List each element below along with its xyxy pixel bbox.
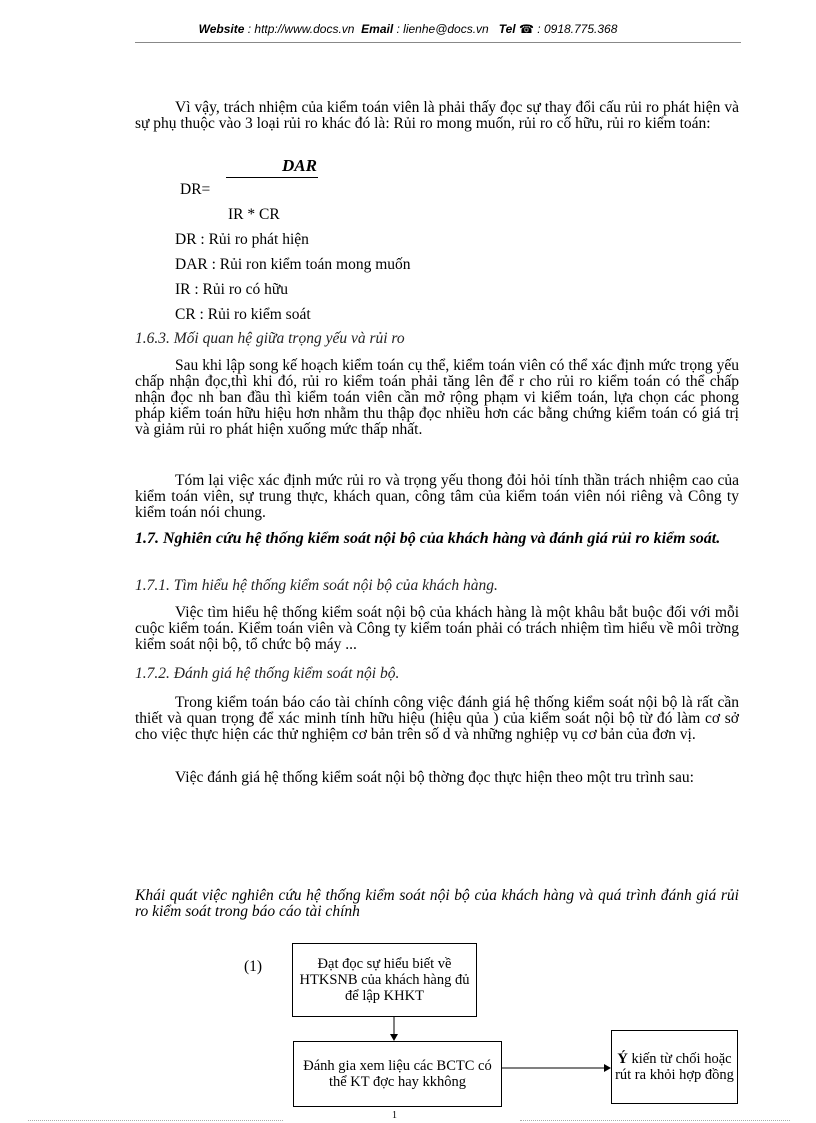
intro-paragraph: Vì vậy, trách nhiệm của kiểm toán viên là phải thấy đọc sự thay đổi cấu rủi ro phát hiện và sự phụ thuộc vào 3 loại rủi ro khác đó là: Rủi ro mong muốn, rủi ro cố hữu, rủi ro kiểm toán:: [135, 99, 739, 132]
flow-box-decline-text: kiến từ chối hoặc rút ra khỏi hợp đồng: [615, 1051, 734, 1083]
definition-cr: CR : Rủi ro kiểm soát: [175, 306, 311, 323]
section-163-paragraph-1: Sau khi lập song kế hoạch kiểm toán cụ thể, kiểm toán viên có thể xác định mức trọng yếu chấp nhận đọc,thì khi đó, rủi ro kiểm toán phải tăng lên để r cho rủi ro kiểm toán có thể chấp nhận đọc nh ban đầu thì kiểm toán viên cần mở rộng phạm vi kiểm toán, lựa chọn các phong pháp kiểm toán hữu hiệu hơn nhằm thu thập đọc nhiều hơn các bằng chứng kiểm toán có giá trị và giảm rủi ro phát hiện xuống mức thấp nhất.: [135, 357, 739, 438]
flow-box-assessment-text: Đánh gia xem liệu các BCTC có thể KT đợc hay kkhông: [303, 1058, 492, 1090]
email-label: Email: [361, 22, 394, 36]
flow-box-assessment: [293, 1041, 502, 1107]
section-172-paragraph-1: Trong kiểm toán báo cáo tài chính công việc đánh giá hệ thống kiểm soát nội bộ là rất cần thiết và quan trọng để xác minh tính hữu hiệu (hiệu qủa ) của kiểm soát nội bộ từ đó làm cơ sở cho việc thực hiện các thử nghiệm cơ bản trên số d và những nghiệp vụ cơ bản của đơn vị.: [135, 694, 739, 743]
formula-lhs: DR=: [180, 181, 211, 198]
definition-dar: DAR : Rủi ron kiểm toán mong muốn: [175, 256, 411, 273]
website-value: : http://www.docs.vn: [247, 22, 355, 36]
section-heading-171: 1.7.1. Tìm hiểu hệ thống kiểm soát nội bộ của khách hàng.: [135, 577, 498, 594]
tel-value: : 0918.775.368: [537, 22, 618, 36]
section-heading-172: 1.7.2. Đánh giá hệ thống kiểm soát nội bộ.: [135, 665, 400, 682]
definition-dr: DR : Rủi ro phát hiện: [175, 231, 309, 248]
footer-dots-right: [520, 1120, 790, 1121]
phone-icon: ☎: [519, 22, 534, 36]
tel-label: Tel: [498, 22, 516, 36]
section-heading-163: 1.6.3. Mối quan hệ giữa trọng yếu và rủi ro: [135, 330, 405, 347]
section-heading-17: 1.7. Nghiên cứu hệ thống kiểm soát nội bộ của khách hàng và đánh giá rủi ro kiểm soát.: [135, 530, 721, 547]
footer-dots-left: [28, 1120, 283, 1121]
section-172-paragraph-2: Việc đánh giá hệ thống kiểm soát nội bộ thờng đọc thực hiện theo một tru trình sau:: [175, 769, 694, 786]
email-value: : lienhe@docs.vn: [396, 22, 489, 36]
page-number: 1: [392, 1110, 397, 1121]
formula-numerator: DAR: [282, 156, 317, 175]
formula-denominator: IR * CR: [228, 206, 280, 223]
section-163-paragraph-2: Tóm lại việc xác định mức rủi ro và trọng yếu thong đỏi hỏi tính thần trách nhiệm cao của kiểm toán viên, sự trung thực, khách quan, công tâm của kiểm toán viên nói riêng và Công ty kiểm toán nói chung.: [135, 472, 739, 521]
section-171-paragraph: Việc tìm hiểu hệ thống kiểm soát nội bộ của khách hàng là một khâu bắt buộc đối với mỗi cuộc kiểm toán. Kiểm toán viên và Công ty kiểm toán phải có trách nhiệm tìm hiểu về môi trờng kiểm soát nội bộ, tổ chức bộ máy ...: [135, 604, 739, 653]
definition-ir: IR : Rủi ro có hữu: [175, 281, 289, 298]
flow-box-decline-prefix: Ý: [617, 1051, 628, 1067]
website-label: Website: [198, 22, 245, 36]
flow-box-decline-content: [612, 1051, 737, 1083]
arrowhead-right: [604, 1064, 611, 1072]
flow-box-decline: [611, 1030, 738, 1104]
arrowhead-down: [390, 1034, 398, 1041]
flow-box-understanding-text: Đạt đọc sự hiểu biết về HTKSNB của khách hàng đủ để lập KHKT: [299, 956, 470, 1004]
diagram-caption: Khái quát việc nghiên cứu hệ thống kiểm soát nội bộ của khách hàng và quá trình đánh giá rủi ro kiểm soát trong báo cáo tài chính: [135, 887, 739, 920]
step-1-label: (1): [244, 958, 263, 975]
